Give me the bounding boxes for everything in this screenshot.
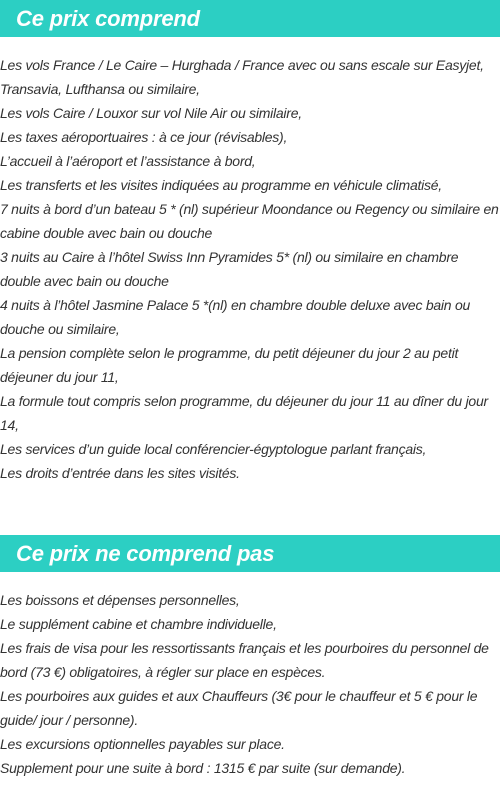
excludes-section-title: Ce prix ne comprend pas xyxy=(0,535,500,572)
list-item: Les pourboires aux guides et aux Chauffeurs (3€ pour le chauffeur et 5 € pour le guide/ jour / personne). xyxy=(0,688,478,728)
list-item: Les excursions optionnelles payables sur place. xyxy=(0,736,285,752)
list-item: Supplement pour une suite à bord : 1315 € par suite (sur demande). xyxy=(0,760,406,776)
list-item: 3 nuits au Caire à l’hôtel Swiss Inn Pyramides 5* (nl) ou similaire en chambre double avec bain ou douche xyxy=(0,249,459,289)
list-item: Les services d’un guide local conférencier-égyptologue parlant français, xyxy=(0,441,427,457)
list-item: Les taxes aéroportuaires : à ce jour (révisables), xyxy=(0,129,288,145)
includes-section-title: Ce prix comprend xyxy=(0,0,500,37)
list-item: Les vols France / Le Caire – Hurghada / France avec ou sans escale sur Easyjet, Transavia, Lufthansa ou similaire, xyxy=(0,57,484,97)
list-item: Le supplément cabine et chambre individuelle, xyxy=(0,616,277,632)
list-item: La formule tout compris selon programme, du déjeuner du jour 11 au dîner du jour 14, xyxy=(0,393,488,433)
list-item: Les vols Caire / Louxor sur vol Nile Air ou similaire, xyxy=(0,105,302,121)
excludes-list xyxy=(0,588,500,780)
list-item: Les transferts et les visites indiquées au programme en véhicule climatisé, xyxy=(0,177,442,193)
list-item: La pension complète selon le programme, du petit déjeuner du jour 2 au petit déjeuner du jour 11, xyxy=(0,345,459,385)
list-item: Les boissons et dépenses personnelles, xyxy=(0,592,240,608)
list-item: 7 nuits à bord d’un bateau 5 * (nl) supérieur Moondance ou Regency ou similaire en cabine double avec bain ou douche xyxy=(0,201,499,241)
list-item: 4 nuits à l’hôtel Jasmine Palace 5 *(nl) en chambre double deluxe avec bain ou douche ou similaire, xyxy=(0,297,471,337)
list-item: L’accueil à l’aéroport et l’assistance à bord, xyxy=(0,153,256,169)
list-item: Les droits d’entrée dans les sites visités. xyxy=(0,465,240,481)
includes-list xyxy=(0,53,500,485)
list-item: Les frais de visa pour les ressortissants français et les pourboires du personnel de bord (73 €) obligatoires, à régler sur place en espèces. xyxy=(0,640,489,680)
